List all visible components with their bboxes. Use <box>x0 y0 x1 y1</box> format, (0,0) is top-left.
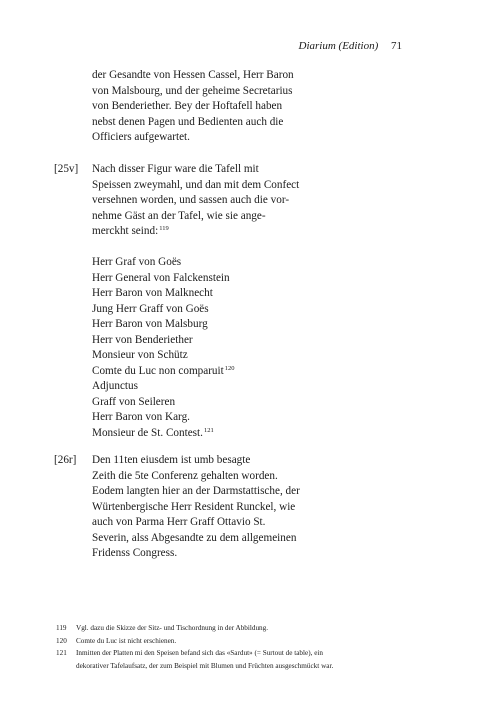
page-number: 71 <box>391 40 402 52</box>
footnote-ref: 121 <box>203 427 214 435</box>
guest-name: Herr Baron von Malknecht <box>92 287 213 300</box>
text-line: Severin, alss Abgesandte zu dem allgemeinen <box>92 531 297 544</box>
footnote-ref: 120 <box>224 364 235 372</box>
guest-item <box>92 364 235 380</box>
text-line: Nach disser Figur ware die Tafell mit <box>92 163 259 175</box>
footnote-text: Comte du Luc ist nicht erschienen. <box>76 636 177 645</box>
footnote-text: Inmitten der Platten mi den Speisen befand sich das «Sardut» (= Surtout de table), ein <box>76 649 323 658</box>
footnote-text: Vgl. dazu die Skizze der Sitz- und Tischordnung in der Abbildung. <box>76 624 269 632</box>
footnote-120 <box>56 635 176 648</box>
guest-item <box>92 302 235 318</box>
guest-name: Graff von Seileren <box>92 395 176 408</box>
guest-item <box>92 333 235 349</box>
text-line: der Gesandte von Hessen Cassel, Herr Baron <box>92 69 294 81</box>
header-title: Diarium (Edition) <box>298 40 379 52</box>
guest-list <box>92 255 235 442</box>
guest-name: Herr von Benderiether <box>92 333 193 346</box>
text-line: Zeith die 5te Conferenz gehalten worden. <box>92 469 278 482</box>
text-line: Speissen zweymahl, und dan mit dem Confect <box>92 178 300 191</box>
text-line: versehnen worden, und sassen auch die vor- <box>92 194 290 207</box>
guest-name: Adjunctus <box>92 380 138 393</box>
footnote-121-continuation: dekorativer Tafelaufsatz, der zum Beispiel mit Blumen und Früchten ausgeschmückt war. <box>76 661 334 670</box>
footnote-number: 120 <box>56 636 67 645</box>
text-line: nehme Gäst an der Tafel, wie sie ange- <box>92 209 266 222</box>
guest-name: Herr Baron von Karg. <box>92 411 190 424</box>
opening-paragraph <box>92 68 294 146</box>
text-line: von Benderiether. Bey der Hoftafell haben <box>92 100 283 113</box>
folio-marker-25v: [25v] <box>54 163 79 175</box>
guest-item <box>92 255 235 271</box>
paragraph-26r <box>92 453 300 562</box>
text-line: von Malsbourg, und der geheime Secretarius <box>92 84 293 97</box>
guest-item <box>92 286 235 302</box>
footnote-number: 121 <box>56 649 67 658</box>
guest-name: Comte du Luc non comparuit <box>92 364 224 377</box>
guest-item <box>92 426 235 442</box>
running-header <box>299 40 403 52</box>
footnote-number: 119 <box>56 624 67 632</box>
guest-name: Jung Herr Graff von Goës <box>92 302 209 315</box>
footnote-121 <box>56 647 323 660</box>
footnote-ref: 119 <box>159 225 169 233</box>
guest-name: Herr General von Falckenstein <box>92 271 230 284</box>
text-line: Officiers aufgewartet. <box>92 131 190 144</box>
text-line: Eodem langten hier an der Darmstattische, der <box>92 485 300 498</box>
text-line: auch von Parma Herr Graff Ottavio St. <box>92 516 266 529</box>
text-line <box>92 224 299 240</box>
guest-name: Herr Graf von Goës <box>92 256 182 268</box>
paragraph-25v <box>92 162 299 240</box>
text-line: nebst denen Pagen und Bedienten auch die <box>92 115 284 128</box>
text-line: Würtenbergische Herr Resident Runckel, wie <box>92 500 296 513</box>
guest-item <box>92 348 235 364</box>
text-line: Den 11ten eiusdem ist umb besagte <box>92 454 251 466</box>
guest-name: Monsieur de St. Contest. <box>92 427 203 440</box>
guest-name: Monsieur von Schütz <box>92 349 188 362</box>
footnote-119 <box>56 622 268 635</box>
line-text: merckht seind: <box>92 225 159 238</box>
guest-item <box>92 410 235 426</box>
guest-item <box>92 317 235 333</box>
guest-item <box>92 271 235 287</box>
guest-item <box>92 395 235 411</box>
text-line: Fridenss Congress. <box>92 547 178 560</box>
guest-name: Herr Baron von Malsburg <box>92 318 208 331</box>
folio-marker-26r: [26r] <box>54 454 77 466</box>
guest-item <box>92 379 235 395</box>
